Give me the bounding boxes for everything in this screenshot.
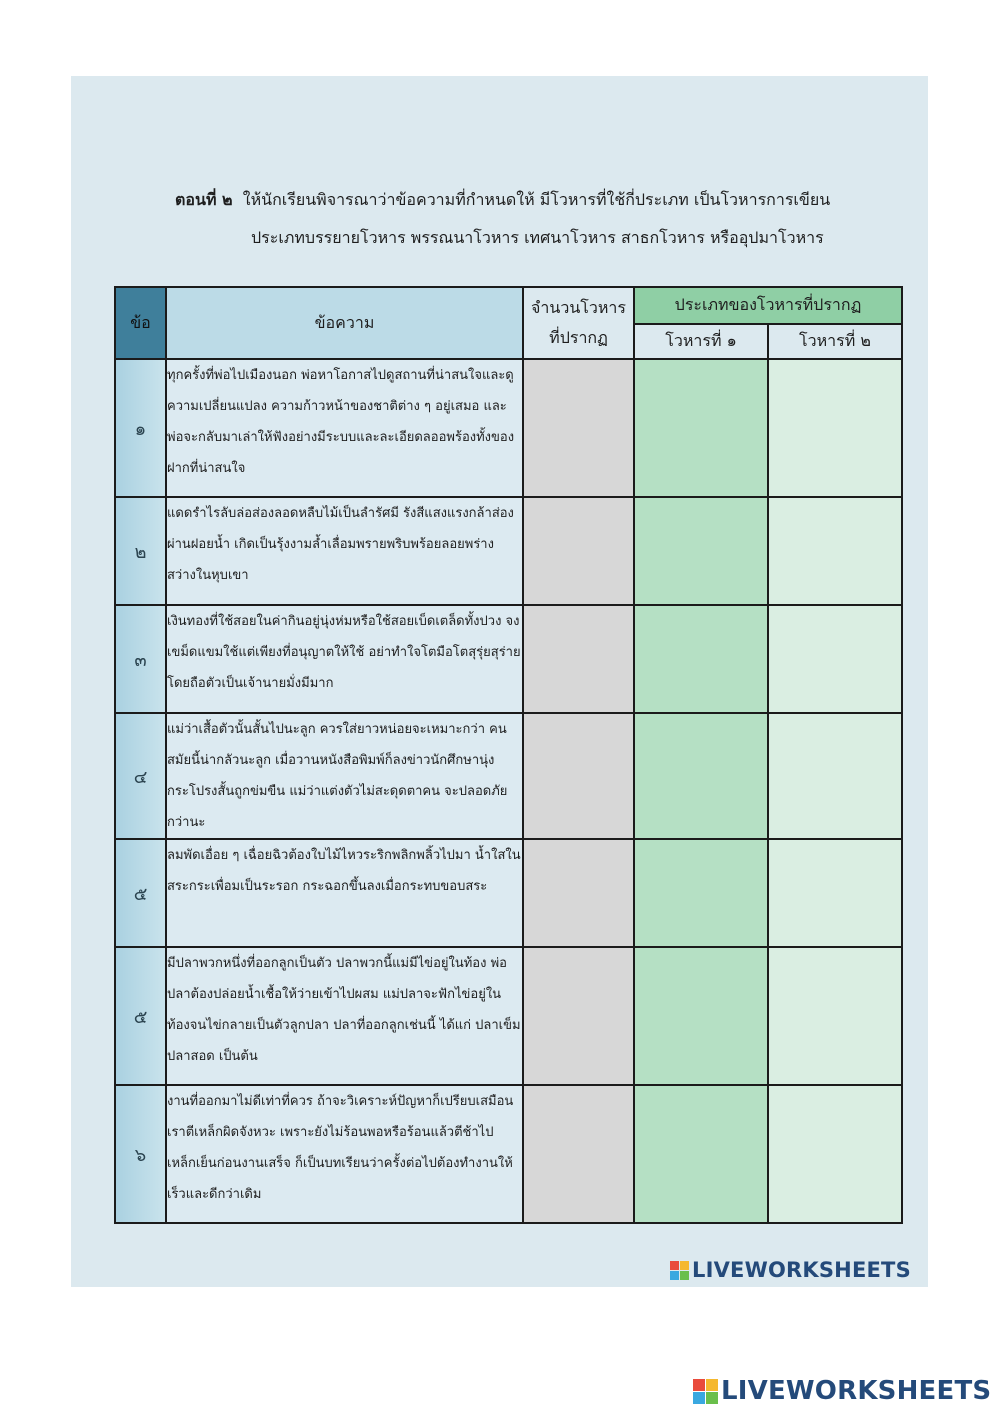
row-text: ทุกครั้งที่พ่อไปเมืองนอก พ่อหาโอกาสไปดูสถานที่น่าสนใจและดูความเปลี่ยนแปลง ความก้าวหน้าของชาติต่าง ๆ อยู่เสมอ และพ่อจะกลับมาเล่าให้ฟังอย่างมีระบบและละเอียดลออพร้องทั้งของฝากที่น่าสนใจ: [166, 359, 523, 497]
part-label: ตอนที่ ๒: [175, 190, 233, 209]
table-row: [115, 359, 902, 497]
table-row: [115, 713, 902, 839]
table-row: [115, 605, 902, 713]
row-text: เงินทองที่ใช้สอยในค่ากินอยู่นุ่งห่มหรือใช้สอยเบ็ดเตล็ดทั้งปวง จงเขม็ดแขมใช้แต่เพียงที่อนุญาตให้ใช้ อย่าทำใจโตมือโตสุรุ่ยสุร่ายโดยถือตัวเป็นเจ้านายมั่งมีมาก: [166, 605, 523, 713]
row-number: ๓: [115, 605, 166, 713]
instruction-line-2: ประเภทบรรยายโวหาร พรรณนาโวหาร เทศนาโวหาร สาธกโวหาร หรืออุปมาโวหาร: [251, 228, 824, 247]
count-answer-cell[interactable]: [523, 605, 634, 713]
row-number: ๕: [115, 839, 166, 947]
type1-answer-cell[interactable]: [634, 497, 768, 605]
type2-answer-cell[interactable]: [768, 713, 902, 839]
count-answer-cell[interactable]: [523, 1085, 634, 1223]
count-answer-cell[interactable]: [523, 497, 634, 605]
row-number: ๑: [115, 359, 166, 497]
type1-answer-cell[interactable]: [634, 359, 768, 497]
table-row: [115, 1085, 902, 1223]
header-types: ประเภทของโวหารที่ปรากฏ: [634, 287, 902, 324]
row-number: ๕: [115, 947, 166, 1085]
header-count-line1: จำนวนโวหาร: [531, 298, 626, 317]
header-count: [523, 287, 634, 359]
count-answer-cell[interactable]: [523, 359, 634, 497]
type1-answer-cell[interactable]: [634, 713, 768, 839]
watermark-text: LIVEWORKSHEETS: [721, 1376, 992, 1406]
row-text: งานที่ออกมาไม่ดีเท่าที่ควร ถ้าจะวิเคราะห์ปัญหาก็เปรียบเสมือนเราตีเหล็กผิดจังหวะ เพราะยังไม่ร้อนพอหรือร้อนแล้วตีช้าไป เหล็กเย็นก่อนงานเสร็จ ก็เป็นบทเรียนว่าครั้งต่อไปต้องทำงานให้เร็วและดีกว่าเดิม: [166, 1085, 523, 1223]
watermark-text: LIVEWORKSHEETS: [692, 1258, 911, 1282]
type2-answer-cell[interactable]: [768, 359, 902, 497]
liveworksheets-logo-icon: [670, 1261, 689, 1280]
count-answer-cell[interactable]: [523, 839, 634, 947]
type2-answer-cell[interactable]: [768, 947, 902, 1085]
header-no: ข้อ: [115, 287, 166, 359]
count-answer-cell[interactable]: [523, 947, 634, 1085]
table-row: [115, 839, 902, 947]
count-answer-cell[interactable]: [523, 713, 634, 839]
table-row: [115, 497, 902, 605]
liveworksheets-watermark-outer: [693, 1376, 991, 1406]
type1-answer-cell[interactable]: [634, 1085, 768, 1223]
row-text: ลมพัดเอื่อย ๆ เฉื่อยฉิวต้องใบไม้ไหวระริกพลิกพลิ้วไปมา น้ำใสในสระกระเพื่อมเป็นระรอก กระฉอกขึ้นลงเมื่อกระทบขอบสระ: [166, 839, 523, 947]
type2-answer-cell[interactable]: [768, 605, 902, 713]
header-text: ข้อความ: [166, 287, 523, 359]
liveworksheets-logo-icon: [693, 1379, 718, 1404]
row-number: ๖: [115, 1085, 166, 1223]
header-type-1: โวหารที่ ๑: [634, 324, 768, 359]
instruction-line-1: ให้นักเรียนพิจารณาว่าข้อความที่กำหนดให้ มีโวหารที่ใช้กี่ประเภท เป็นโวหารการเขียน: [242, 190, 831, 209]
row-text: แดดรำไรลับล่อส่องลอดหลืบไม้เป็นลำรัศมี รังสีแสงแรงกล้าส่องผ่านฝอยน้ำ เกิดเป็นรุ้งงามล้ำเลื่อมพรายพริบพร้อยลอยพร่างสว่างในหุบเขา: [166, 497, 523, 605]
row-number: ๒: [115, 497, 166, 605]
type1-answer-cell[interactable]: [634, 947, 768, 1085]
row-number: ๔: [115, 713, 166, 839]
row-text: มีปลาพวกหนึ่งที่ออกลูกเป็นตัว ปลาพวกนี้แม่มีไข่อยู่ในท้อง พ่อปลาต้องปล่อยน้ำเชื้อให้ว่ายเข้าไปผสม แม่ปลาจะฟักไข่อยู่ในท้องจนไข่กลายเป็นตัวลูกปลา ปลาที่ออกลูกเช่นนี้ ได้แก่ ปลาเข็ม ปลาสอด เป็นต้น: [166, 947, 523, 1085]
liveworksheets-watermark-inner: [670, 1258, 911, 1282]
table-row: [115, 947, 902, 1085]
row-text: แม่ว่าเสื้อตัวนั้นสั้นไปนะลูก ควรใส่ยาวหน่อยจะเหมาะกว่า คนสมัยนี้น่ากลัวนะลูก เมื่อวานหนังสือพิมพ์ก็ลงข่าวนักศึกษานุ่งกระโปรงสั้นถูกข่มขืน แม่ว่าแต่งตัวไม่สะดุดตาคน จะปลอดภัยกว่านะ: [166, 713, 523, 839]
type2-answer-cell[interactable]: [768, 839, 902, 947]
instructions: [175, 190, 875, 247]
header-type-2: โวหารที่ ๒: [768, 324, 902, 359]
header-count-line2: ที่ปรากฏ: [549, 328, 608, 347]
type2-answer-cell[interactable]: [768, 497, 902, 605]
type1-answer-cell[interactable]: [634, 605, 768, 713]
type2-answer-cell[interactable]: [768, 1085, 902, 1223]
type1-answer-cell[interactable]: [634, 839, 768, 947]
answer-table: [114, 286, 903, 1224]
